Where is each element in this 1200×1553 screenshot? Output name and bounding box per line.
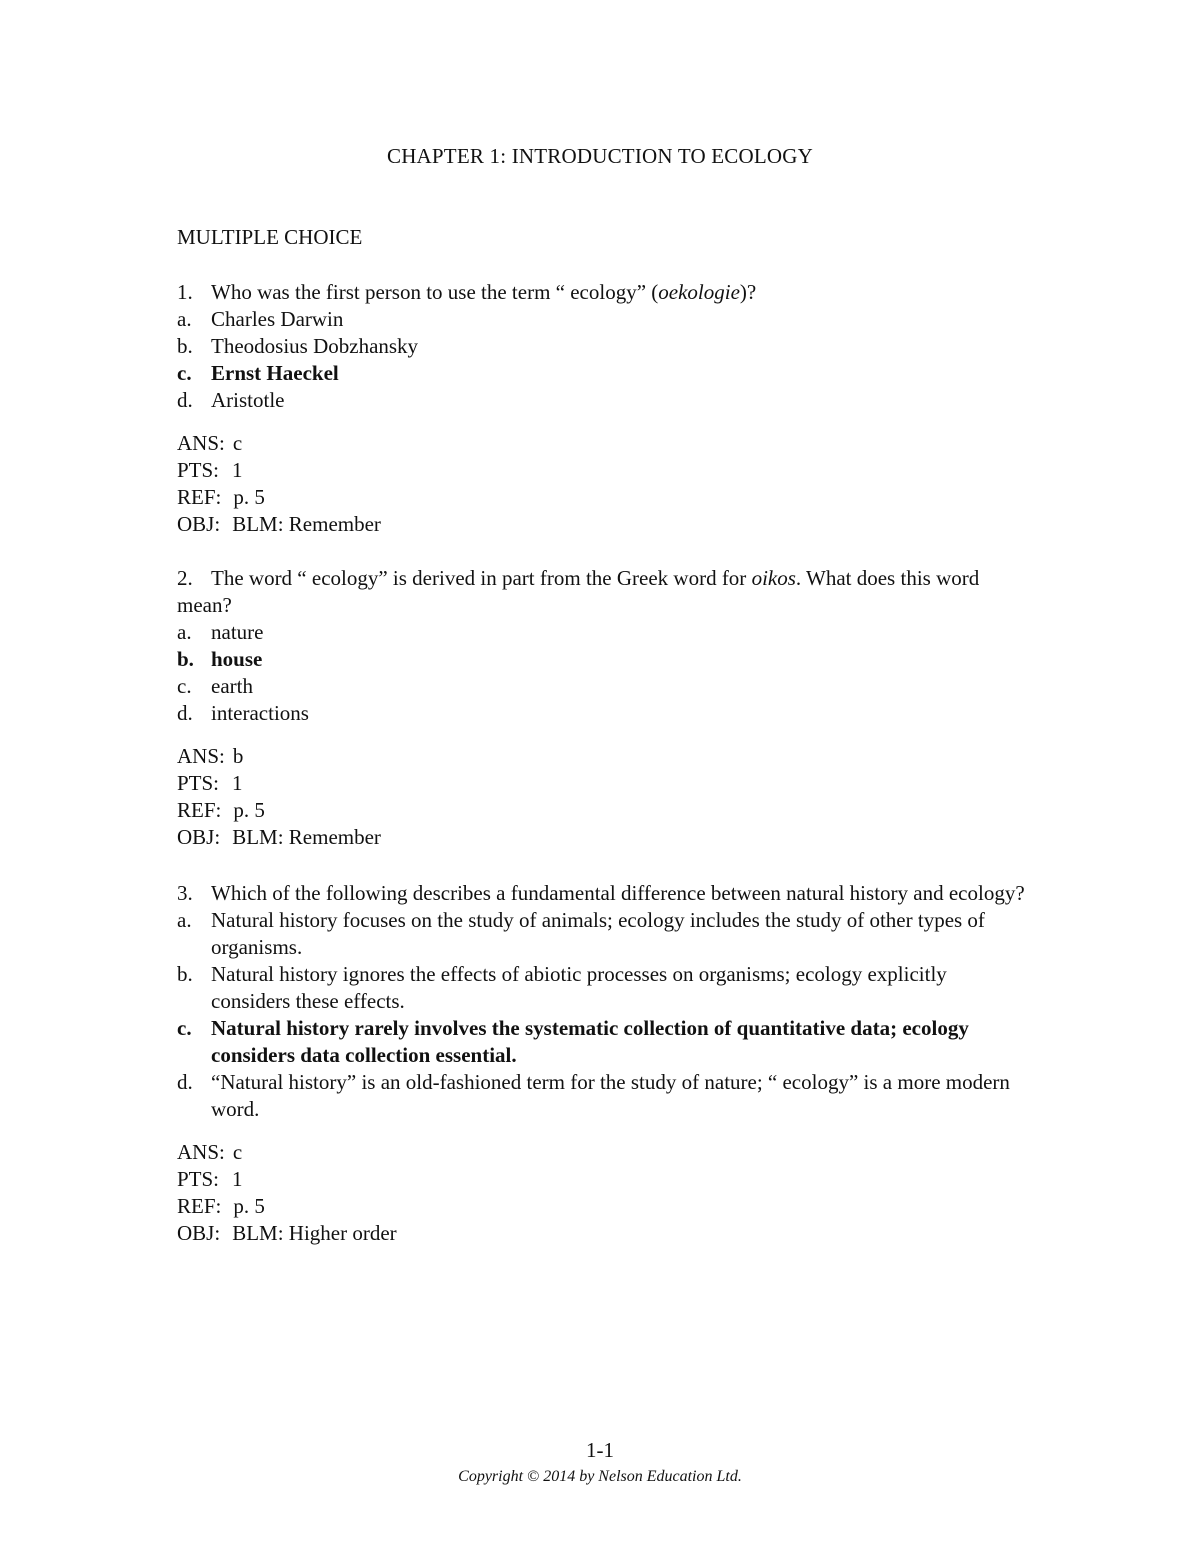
option-a — [177, 907, 1027, 961]
option-text: Natural history ignores the effects of abiotic processes on organisms; ecology explicitly considers these effects. — [211, 962, 947, 1013]
question-number: 2. — [177, 566, 193, 590]
option-text: “Natural history” is an old-fashioned term for the study of nature; “ ecology” is a more modern word. — [211, 1070, 1010, 1121]
option-b — [177, 333, 1027, 360]
option-c-correct — [177, 360, 1027, 387]
option-letter: b. — [177, 962, 193, 986]
question-text: Who was the first person to use the term “ ecology” (oekologie)? — [211, 280, 757, 304]
copyright-notice: Copyright © 2014 by Nelson Education Ltd. — [458, 1468, 742, 1485]
question-2 — [177, 565, 1027, 851]
answer-metadata — [177, 1139, 1027, 1247]
option-d — [177, 1069, 1027, 1123]
question-1 — [177, 279, 1027, 538]
option-text: Theodosius Dobzhansky — [211, 334, 419, 358]
option-text: Aristotle — [211, 388, 285, 412]
option-text: Charles Darwin — [211, 307, 344, 331]
option-text: Natural history focuses on the study of animals; ecology includes the study of other types of organisms. — [211, 908, 985, 959]
option-letter: d. — [177, 388, 193, 412]
question-3 — [177, 880, 1027, 1247]
question-text: Which of the following describes a fundamental difference between natural history and ecology? — [211, 881, 1025, 905]
answer-options — [177, 619, 1027, 727]
option-letter: c. — [177, 361, 192, 385]
reference-row: REF: p. 5 — [177, 485, 265, 509]
points-row: PTS: 1 — [177, 1167, 243, 1191]
answer-options — [177, 907, 1027, 1123]
option-c — [177, 673, 1027, 700]
option-letter: c. — [177, 674, 192, 698]
option-d — [177, 700, 1027, 727]
question-stem — [177, 279, 1027, 306]
option-a — [177, 306, 1027, 333]
question-text: The word “ ecology” is derived in part from the Greek word for oikos. What does this word mean? — [177, 566, 980, 617]
chapter-title: CHAPTER 1: INTRODUCTION TO ECOLOGY — [386, 144, 814, 168]
reference-row: REF: p. 5 — [177, 798, 265, 822]
points-row: PTS: 1 — [177, 771, 243, 795]
answer-options — [177, 306, 1027, 414]
option-letter: a. — [177, 307, 192, 331]
option-text: house — [211, 647, 263, 671]
reference-row: REF: p. 5 — [177, 1194, 265, 1218]
option-text: Ernst Haeckel — [211, 361, 339, 385]
option-d — [177, 387, 1027, 414]
option-text: Natural history rarely involves the systematic collection of quantitative data; ecology considers data collection essential. — [211, 1016, 969, 1067]
answer-row: ANS: b — [177, 744, 244, 768]
question-number: 1. — [177, 280, 193, 304]
option-a — [177, 619, 1027, 646]
option-b — [177, 961, 1027, 1015]
option-b-correct — [177, 646, 1027, 673]
question-stem — [177, 880, 1027, 907]
option-letter: b. — [177, 334, 193, 358]
objective-row: OBJ: BLM: Remember — [177, 512, 381, 536]
option-letter: d. — [177, 701, 193, 725]
question-number: 3. — [177, 881, 193, 905]
objective-row: OBJ: BLM: Higher order — [177, 1221, 397, 1245]
option-letter: a. — [177, 620, 192, 644]
answer-metadata — [177, 743, 1027, 851]
option-text: nature — [211, 620, 264, 644]
section-heading: MULTIPLE CHOICE — [177, 225, 363, 249]
option-letter: d. — [177, 1070, 193, 1094]
option-c-correct — [177, 1015, 1027, 1069]
objective-row: OBJ: BLM: Remember — [177, 825, 381, 849]
option-text: earth — [211, 674, 253, 698]
answer-row: ANS: c — [177, 431, 243, 455]
option-text: interactions — [211, 701, 309, 725]
option-letter: c. — [177, 1016, 192, 1040]
question-stem — [177, 565, 1027, 619]
points-row: PTS: 1 — [177, 458, 243, 482]
option-letter: a. — [177, 908, 192, 932]
page-number: 1-1 — [586, 1438, 614, 1462]
answer-row: ANS: c — [177, 1140, 243, 1164]
option-letter: b. — [177, 647, 194, 671]
answer-metadata — [177, 430, 1027, 538]
